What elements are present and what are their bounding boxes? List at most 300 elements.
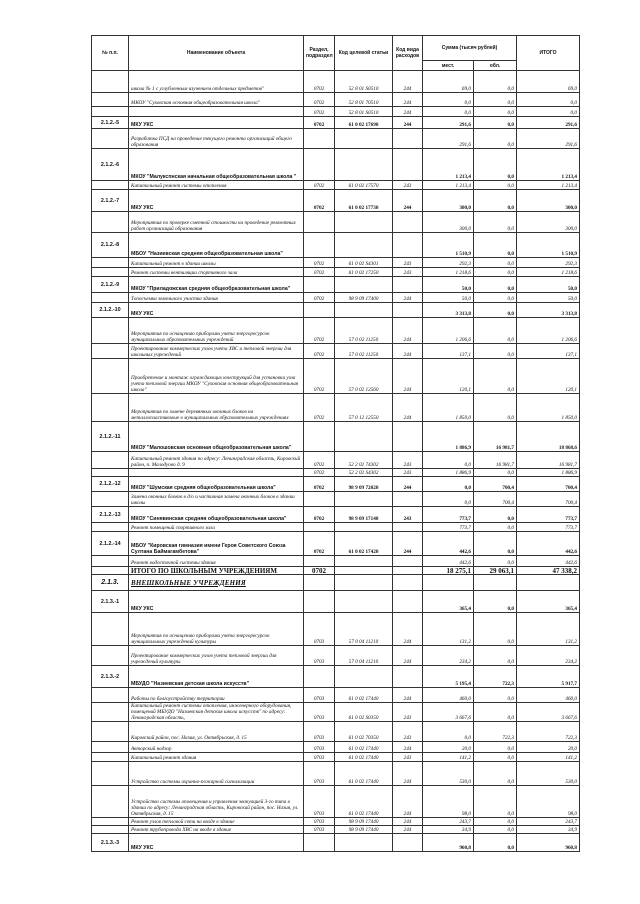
row-regional-sum: 0,0 — [474, 93, 517, 107]
table-row — [92, 190, 580, 212]
row-regional-sum: 16 981,7 — [474, 452, 517, 469]
table-row — [92, 422, 580, 452]
row-number — [92, 268, 129, 277]
row-total-sum: 1 213,4 — [517, 149, 580, 181]
row-local-sum: 1 886,9 — [423, 469, 474, 477]
row-name: Ремонт помещений спортивного зала — [129, 523, 304, 532]
row-expense-kind — [393, 492, 423, 507]
row-expense-kind — [393, 277, 423, 293]
row-expense-kind: 244 — [393, 613, 423, 646]
row-name: Мероприятия по оснащению приборами учета энергоресурсов муниципальных образовательных учреждений — [129, 318, 304, 344]
row-number: 2.1.2.-11 — [92, 422, 129, 452]
row-total-sum: 1 218,6 — [517, 268, 580, 277]
row-section — [304, 277, 335, 293]
budget-table — [91, 35, 580, 852]
row-total-sum: 300,0 — [517, 190, 580, 212]
row-expense-kind — [393, 834, 423, 852]
row-target-code: 61 0 02 S4301 — [335, 258, 393, 268]
header-expense-kind: Код вида расходов — [393, 36, 423, 71]
row-regional-sum: 0,0 — [474, 181, 517, 190]
row-section: 0703 — [304, 826, 335, 834]
row-section — [304, 834, 335, 852]
row-regional-sum: 0,0 — [474, 523, 517, 532]
row-section: 0703 — [304, 786, 335, 818]
row-target-code: 98 9 09 17400 — [335, 293, 393, 303]
row-local-sum: 365,4 — [423, 591, 474, 613]
row-number — [92, 762, 129, 786]
row-total-sum: 1 850,0 — [517, 394, 580, 422]
row-number — [92, 181, 129, 190]
row-local-sum: 1 850,0 — [423, 394, 474, 422]
row-name: Ремонт водосточной системы здания — [129, 556, 304, 567]
header-regional-budget: обл. — [474, 61, 517, 71]
row-section — [304, 575, 335, 591]
row-expense-kind: 243 — [393, 722, 423, 742]
row-expense-kind: 244 — [393, 646, 423, 666]
row-name: Работы по благоустройству территории — [129, 688, 304, 703]
row-expense-kind — [393, 233, 423, 258]
row-section — [304, 556, 335, 567]
table-row — [92, 318, 580, 344]
row-regional-sum: 0,0 — [474, 344, 517, 359]
table-row — [92, 492, 580, 507]
row-total-sum: 18 868,6 — [517, 422, 580, 452]
row-target-code — [335, 492, 393, 507]
row-target-code: 98 9 09 72020 — [335, 477, 393, 492]
row-expense-kind: 243 — [393, 469, 423, 477]
row-section: 0702 — [304, 93, 335, 107]
row-target-code — [335, 523, 393, 532]
row-number — [92, 71, 129, 93]
row-section: 0702 — [304, 318, 335, 344]
row-regional-sum: 0,0 — [474, 818, 517, 826]
row-name: Устройство системы охранно-пожарной сигнализации — [129, 762, 304, 786]
row-expense-kind: 244 — [393, 394, 423, 422]
header-number: № п.п. — [92, 36, 129, 71]
row-total-sum: 3 313,8 — [517, 303, 580, 318]
row-expense-kind: 243 — [393, 507, 423, 523]
table-row — [92, 277, 580, 293]
row-section: 0703 — [304, 646, 335, 666]
row-target-code: 57 0 12 12550 — [335, 394, 393, 422]
row-expense-kind — [393, 556, 423, 567]
row-name: МКОУ "Шумская средняя общеобразовательная школа" — [129, 477, 304, 492]
table-row — [92, 507, 580, 523]
row-target-code: 61 0 02 17440 — [335, 688, 393, 703]
row-name: МБОУ "Кировская гимназия имени Героя Советского Союза Султана Баймагамбетова" — [129, 532, 304, 556]
row-regional-sum: 0,0 — [474, 613, 517, 646]
row-name: МКУ УКС — [129, 117, 304, 129]
row-total-sum: 1 213,4 — [517, 181, 580, 190]
row-section: 0702 — [304, 293, 335, 303]
row-local-sum: 141,2 — [423, 753, 474, 762]
row-name: МКУ УКС — [129, 591, 304, 613]
row-local-sum: 120,1 — [423, 359, 474, 394]
row-expense-kind — [393, 149, 423, 181]
row-total-sum: 50,0 — [517, 293, 580, 303]
row-regional-sum: 0,0 — [474, 71, 517, 93]
row-target-code — [335, 567, 393, 575]
row-total-sum: 442,6 — [517, 556, 580, 567]
row-regional-sum: 0,0 — [474, 190, 517, 212]
row-number — [92, 258, 129, 268]
row-number — [92, 359, 129, 394]
row-target-code — [335, 834, 393, 852]
row-section: 0703 — [304, 703, 335, 722]
row-total-sum: 1 886,9 — [517, 469, 580, 477]
row-section — [304, 129, 335, 149]
row-name: Капитальный ремонт здания по адресу: Ленинградская область, Кировский район, п. Малодуово д. 9 — [129, 452, 304, 469]
row-number: 2.1.3.-1 — [92, 591, 129, 613]
row-total-sum: 960,8 — [517, 834, 580, 852]
row-regional-sum: 0,0 — [474, 117, 517, 129]
row-expense-kind: 243 — [393, 452, 423, 469]
row-name: Капитальный ремонт системы отопления — [129, 181, 304, 190]
row-number: 2.1.2.-8 — [92, 233, 129, 258]
row-expense-kind: 244 — [393, 477, 423, 492]
row-regional-sum: 0,0 — [474, 753, 517, 762]
row-expense-kind: 244 — [393, 344, 423, 359]
row-expense-kind: 244 — [393, 318, 423, 344]
table-row — [92, 786, 580, 818]
table-row — [92, 129, 580, 149]
row-number — [92, 818, 129, 826]
row-total-sum: 34,9 — [517, 826, 580, 834]
row-total-sum: 20,0 — [517, 742, 580, 753]
row-local-sum: 291,6 — [423, 129, 474, 149]
row-section — [304, 422, 335, 452]
row-section: 0703 — [304, 722, 335, 742]
row-local-sum: 0,0 — [423, 492, 474, 507]
row-number — [92, 826, 129, 834]
table-row — [92, 303, 580, 318]
row-expense-kind: 244 — [393, 190, 423, 212]
row-name: Разработка ПСД на проведение текущего ремонта организаций общего образования — [129, 129, 304, 149]
row-name: Кировский район, пос. Назия, ул. Октябрьская, д. 15 — [129, 722, 304, 742]
row-regional-sum: 0,0 — [474, 591, 517, 613]
row-name: МКОУ "Синявинская средняя общеобразовательная школа" — [129, 507, 304, 523]
row-number — [92, 753, 129, 762]
table-row — [92, 71, 580, 93]
row-regional-sum: 0,0 — [474, 532, 517, 556]
row-target-code: 52 2 02 S4302 — [335, 469, 393, 477]
table-row — [92, 359, 580, 394]
row-total-sum: 243,7 — [517, 818, 580, 826]
row-name: ВНЕШКОЛЬНЫЕ УЧРЕЖДЕНИЯ — [129, 575, 304, 591]
row-expense-kind: 243 — [393, 703, 423, 722]
row-number — [92, 556, 129, 567]
row-expense-kind: 243 — [393, 268, 423, 277]
row-local-sum: 0,0 — [423, 722, 474, 742]
row-name: МКУ УКС — [129, 834, 304, 852]
row-target-code: 61 0 02 S0350 — [335, 703, 393, 722]
row-target-code — [335, 277, 393, 293]
table-row — [92, 722, 580, 742]
row-local-sum: 300,0 — [423, 212, 474, 233]
row-expense-kind — [393, 422, 423, 452]
row-target-code — [335, 556, 393, 567]
row-total-sum: 365,4 — [517, 591, 580, 613]
table-row — [92, 212, 580, 233]
row-name: Капитальный ремонт системы отопления, инженерного оборудования, помещений МБУДО "Назиевская детская школа искусств" по адресу: Ленинградская область, — [129, 703, 304, 722]
table-body — [92, 71, 580, 852]
row-section: 0703 — [304, 818, 335, 826]
row-regional-sum: 0,0 — [474, 303, 517, 318]
row-number — [92, 93, 129, 107]
row-target-code — [335, 422, 393, 452]
row-section — [304, 523, 335, 532]
row-number: 2.1.2.-12 — [92, 477, 129, 492]
row-target-code — [335, 591, 393, 613]
row-name: МКОУ "Малошовская основная общеобразовательная школа" — [129, 422, 304, 452]
row-regional-sum: 0,0 — [474, 507, 517, 523]
row-section: 0702 — [304, 181, 335, 190]
row-total-sum — [517, 575, 580, 591]
row-target-code: 98 9 09 17140 — [335, 507, 393, 523]
row-local-sum: 0,0 — [423, 452, 474, 469]
table-row — [92, 532, 580, 556]
row-name: ИТОГО ПО ШКОЛЬНЫМ УЧРЕЖДЕНИЯМ — [129, 567, 304, 575]
row-target-code — [335, 149, 393, 181]
row-target-code: 57 0 02 11250 — [335, 318, 393, 344]
row-local-sum: 1 510,9 — [423, 233, 474, 258]
row-regional-sum: 722,3 — [474, 666, 517, 688]
table-row — [92, 523, 580, 532]
row-expense-kind: 244 — [393, 93, 423, 107]
row-total-sum: 5 917,7 — [517, 666, 580, 688]
row-local-sum: 3 313,8 — [423, 303, 474, 318]
row-name: Ремонт системы вентиляции спортивного зала — [129, 268, 304, 277]
row-expense-kind: 244 — [393, 532, 423, 556]
row-target-code — [335, 666, 393, 688]
row-number — [92, 688, 129, 703]
row-target-code: 61 0 02 17440 — [335, 786, 393, 818]
row-section — [304, 666, 335, 688]
row-local-sum: 50,0 — [423, 277, 474, 293]
table-row — [92, 556, 580, 567]
table-row — [92, 293, 580, 303]
row-regional-sum: 0,0 — [474, 293, 517, 303]
row-local-sum: 773,7 — [423, 523, 474, 532]
row-target-code: 61 0 02 17730 — [335, 190, 393, 212]
row-regional-sum: 0,0 — [474, 318, 517, 344]
row-expense-kind — [393, 303, 423, 318]
row-regional-sum: 0,0 — [474, 394, 517, 422]
row-total-sum: 292,3 — [517, 258, 580, 268]
row-target-code: 61 0 02 17440 — [335, 762, 393, 786]
row-number — [92, 613, 129, 646]
row-expense-kind: 244 — [393, 117, 423, 129]
row-number: 2.1.2.-5 — [92, 117, 129, 129]
row-local-sum: 137,1 — [423, 344, 474, 359]
row-name: Устройство системы оповещения и управления эвакуацией 3-го типа в здании по адресу: Ленинградская область, Кировский район, пос. Назия, ул. Октябрьская, д. 15 — [129, 786, 304, 818]
table-row — [92, 452, 580, 469]
row-section: 0702 — [304, 258, 335, 268]
row-regional-sum: 700,4 — [474, 492, 517, 507]
row-expense-kind: 243 — [393, 753, 423, 762]
row-local-sum: 530,0 — [423, 762, 474, 786]
row-total-sum: 530,0 — [517, 762, 580, 786]
row-expense-kind: 244 — [393, 71, 423, 93]
row-regional-sum: 0,0 — [474, 129, 517, 149]
row-section: 0702 — [304, 359, 335, 394]
row-name: Ремонт узлов тепловой сети на вводе в здание — [129, 818, 304, 826]
row-section: 0703 — [304, 753, 335, 762]
row-target-code: 61 0 02 17420 — [335, 532, 393, 556]
row-target-code — [335, 575, 393, 591]
row-regional-sum: 700,4 — [474, 477, 517, 492]
row-local-sum: 0,0 — [423, 107, 474, 117]
row-regional-sum: 0,0 — [474, 646, 517, 666]
row-section: 0702 — [304, 567, 335, 575]
row-number — [92, 492, 129, 507]
row-local-sum: 300,0 — [423, 190, 474, 212]
row-name: Авторский надзор — [129, 742, 304, 753]
row-regional-sum: 0,0 — [474, 277, 517, 293]
row-expense-kind: 244 — [393, 742, 423, 753]
table-row — [92, 753, 580, 762]
row-total-sum: 16 981,7 — [517, 452, 580, 469]
row-target-code: 61 0 02 17690 — [335, 117, 393, 129]
row-section: 0702 — [304, 268, 335, 277]
row-local-sum: 1 213,4 — [423, 149, 474, 181]
row-expense-kind — [393, 591, 423, 613]
row-expense-kind: 244 — [393, 786, 423, 818]
row-expense-kind: 244 — [393, 293, 423, 303]
row-regional-sum: 0,0 — [474, 786, 517, 818]
row-local-sum: 234,2 — [423, 646, 474, 666]
row-total-sum: 460,0 — [517, 688, 580, 703]
row-expense-kind: 244 — [393, 107, 423, 117]
row-local-sum: 18 275,1 — [423, 567, 474, 575]
row-total-sum: 722,3 — [517, 722, 580, 742]
row-name: школа № 1 с углубленным изучением отдельных предметов" — [129, 71, 304, 93]
row-local-sum: 1 206,6 — [423, 318, 474, 344]
row-target-code: 61 0 02 17440 — [335, 742, 393, 753]
row-name: Мероприятия по оснащению приборами учета энергоресурсов муниципальных учреждений культуры — [129, 613, 304, 646]
header-local-budget: мест. — [423, 61, 474, 71]
row-target-code: 52 8 01 70510 — [335, 93, 393, 107]
row-name: Мероприятия по проверке сметной стоимости на проведение ремонтных работ организаций образования — [129, 212, 304, 233]
row-section — [304, 303, 335, 318]
row-section: 0703 — [304, 688, 335, 703]
row-target-code: 57 0 04 11210 — [335, 646, 393, 666]
table-row — [92, 117, 580, 129]
row-regional-sum: 0,0 — [474, 762, 517, 786]
row-total-sum: 0,0 — [517, 107, 580, 117]
row-number — [92, 567, 129, 575]
row-total-sum: 98,0 — [517, 786, 580, 818]
header-section: Раздел, подраздел — [304, 36, 335, 71]
row-total-sum: 131,2 — [517, 613, 580, 646]
row-local-sum: 0,0 — [423, 477, 474, 492]
row-name: Топосъемка земельного участка здания — [129, 293, 304, 303]
row-section: 0702 — [304, 394, 335, 422]
row-regional-sum: 16 981,7 — [474, 422, 517, 452]
row-total-sum: 773,7 — [517, 507, 580, 523]
row-section: 0702 — [304, 469, 335, 477]
row-total-sum: 137,1 — [517, 344, 580, 359]
table-row — [92, 469, 580, 477]
table-row — [92, 591, 580, 613]
row-number: 2.1.3.-2 — [92, 666, 129, 688]
row-name: Проектирование коммерческих узлов учета ХВС и тепловой энергии для школьных учреждений — [129, 344, 304, 359]
row-target-code: 57 0 02 12560 — [335, 359, 393, 394]
row-name — [129, 469, 304, 477]
row-name: МКОУ "Суховская основная общеобразовательная школа" — [129, 93, 304, 107]
row-target-code: 52 2 02 74302 — [335, 452, 393, 469]
row-total-sum: 234,2 — [517, 646, 580, 666]
row-target-code — [335, 129, 393, 149]
row-number — [92, 344, 129, 359]
row-local-sum: 69,0 — [423, 71, 474, 93]
table-row — [92, 818, 580, 826]
row-section: 0702 — [304, 344, 335, 359]
row-regional-sum: 0,0 — [474, 212, 517, 233]
row-section: 0702 — [304, 532, 335, 556]
row-regional-sum: 0,0 — [474, 469, 517, 477]
row-target-code: 52 8 01 S0510 — [335, 71, 393, 93]
row-section — [304, 212, 335, 233]
header-name: Наименование объекта — [129, 36, 304, 71]
row-regional-sum: 0,0 — [474, 556, 517, 567]
row-local-sum: 960,8 — [423, 834, 474, 852]
row-regional-sum — [474, 575, 517, 591]
row-total-sum: 1 510,9 — [517, 233, 580, 258]
row-total-sum: 47 338,2 — [517, 567, 580, 575]
row-section — [304, 233, 335, 258]
row-regional-sum: 29 063,1 — [474, 567, 517, 575]
row-number — [92, 293, 129, 303]
table-row — [92, 477, 580, 492]
row-total-sum: 3 667,6 — [517, 703, 580, 722]
row-name: Мероприятия по замене деревянных оконных блоков на металлопластиковые в муниципальных образовательных учреждениях — [129, 394, 304, 422]
row-section: 0702 — [304, 117, 335, 129]
row-local-sum: 243,7 — [423, 818, 474, 826]
table-header — [92, 36, 580, 71]
row-total-sum: 291,6 — [517, 117, 580, 129]
table-row — [92, 93, 580, 107]
row-number — [92, 703, 129, 722]
row-section: 0703 — [304, 762, 335, 786]
table-row — [92, 181, 580, 190]
row-expense-kind: 244 — [393, 826, 423, 834]
row-target-code — [335, 303, 393, 318]
row-local-sum: 3 667,6 — [423, 703, 474, 722]
table-row — [92, 613, 580, 646]
row-name — [129, 107, 304, 117]
row-regional-sum: 0,0 — [474, 359, 517, 394]
table-row — [92, 762, 580, 786]
row-name: МКОУ "Малукспнская начальная общеобразовательная школа " — [129, 149, 304, 181]
header-sum: Сумма (тысяч рублей) — [423, 36, 517, 61]
table-row — [92, 258, 580, 268]
row-name: МКУ УКС — [129, 190, 304, 212]
section-row — [92, 575, 580, 591]
row-expense-kind — [393, 212, 423, 233]
header-total: ИТОГО — [517, 36, 580, 71]
row-section: 0702 — [304, 477, 335, 492]
row-section: 0703 — [304, 742, 335, 753]
table-row — [92, 834, 580, 852]
row-expense-kind: 244 — [393, 818, 423, 826]
total-row — [92, 567, 580, 575]
row-local-sum: 1 886,9 — [423, 422, 474, 452]
row-total-sum: 50,0 — [517, 277, 580, 293]
row-target-code: 52 8 01 S0510 — [335, 107, 393, 117]
row-target-code: 61 0 02 17570 — [335, 181, 393, 190]
row-expense-kind — [393, 567, 423, 575]
